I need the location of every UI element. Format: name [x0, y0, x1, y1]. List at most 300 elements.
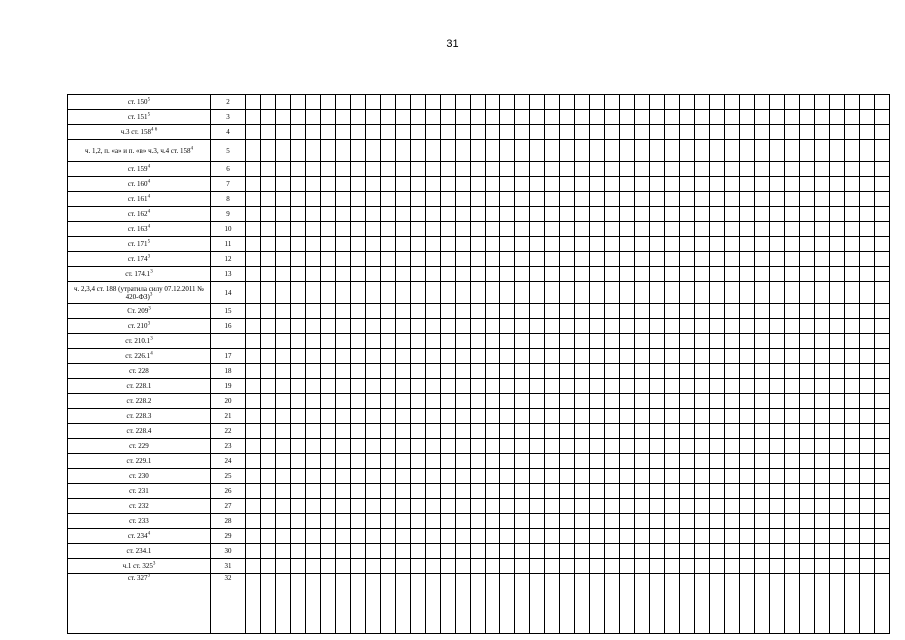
empty-cell — [350, 499, 365, 514]
page-number: 31 — [446, 38, 459, 50]
empty-cell — [320, 529, 335, 544]
article-footnote-mark: 3 — [147, 254, 151, 260]
empty-cell — [784, 319, 799, 334]
empty-cell — [485, 125, 500, 140]
empty-cell — [710, 252, 725, 267]
table-row — [68, 379, 890, 394]
empty-cell — [305, 529, 320, 544]
empty-cell — [350, 544, 365, 559]
empty-cell — [560, 499, 575, 514]
empty-cell — [365, 544, 380, 559]
empty-cell — [455, 469, 470, 484]
empty-cell — [799, 282, 814, 304]
empty-cell — [246, 334, 261, 349]
empty-cell — [455, 409, 470, 424]
empty-cell — [515, 304, 530, 319]
empty-cell — [500, 334, 515, 349]
empty-cell — [260, 379, 275, 394]
empty-cell — [260, 222, 275, 237]
empty-cell — [260, 252, 275, 267]
article-label: ст. 232 — [129, 502, 149, 510]
empty-cell — [665, 469, 680, 484]
empty-cell — [874, 454, 889, 469]
empty-cell — [560, 424, 575, 439]
article-label-cell — [68, 529, 211, 544]
empty-cell — [605, 207, 620, 222]
table-row — [68, 319, 890, 334]
empty-cell — [440, 469, 455, 484]
empty-cell — [590, 222, 605, 237]
empty-cell — [605, 529, 620, 544]
empty-cell — [500, 207, 515, 222]
empty-cell — [485, 222, 500, 237]
empty-cell — [500, 222, 515, 237]
empty-cell — [844, 222, 859, 237]
empty-cell — [515, 237, 530, 252]
empty-cell — [650, 364, 665, 379]
empty-cell — [365, 334, 380, 349]
empty-cell — [530, 334, 545, 349]
empty-cell — [829, 140, 844, 162]
empty-cell — [620, 454, 635, 469]
empty-cell — [725, 469, 740, 484]
empty-cell — [650, 252, 665, 267]
empty-cell — [305, 140, 320, 162]
empty-cell — [485, 409, 500, 424]
empty-cell — [545, 304, 560, 319]
empty-cell — [620, 574, 635, 634]
empty-cell — [455, 484, 470, 499]
empty-cell — [859, 364, 874, 379]
empty-cell — [814, 140, 829, 162]
empty-cell — [814, 484, 829, 499]
empty-cell — [365, 439, 380, 454]
empty-cell — [844, 252, 859, 267]
empty-cell — [695, 319, 710, 334]
empty-cell — [784, 177, 799, 192]
empty-cell — [395, 514, 410, 529]
empty-cell — [829, 439, 844, 454]
empty-cell — [784, 252, 799, 267]
empty-cell — [635, 140, 650, 162]
article-label-cell — [68, 559, 211, 574]
empty-cell — [590, 499, 605, 514]
empty-cell — [305, 110, 320, 125]
empty-cell — [859, 192, 874, 207]
article-label: ст. 210.1 — [125, 337, 151, 345]
empty-cell — [410, 95, 425, 110]
empty-cell — [350, 140, 365, 162]
empty-cell — [425, 499, 440, 514]
empty-cell — [395, 544, 410, 559]
empty-cell — [305, 237, 320, 252]
empty-cell — [350, 469, 365, 484]
empty-cell — [739, 544, 754, 559]
empty-cell — [874, 529, 889, 544]
empty-cell — [814, 177, 829, 192]
empty-cell — [246, 409, 261, 424]
empty-cell — [380, 267, 395, 282]
empty-cell — [290, 222, 305, 237]
empty-cell — [844, 95, 859, 110]
empty-cell — [500, 559, 515, 574]
empty-cell — [859, 559, 874, 574]
empty-cell — [395, 222, 410, 237]
empty-cell — [545, 409, 560, 424]
empty-cell — [350, 237, 365, 252]
empty-cell — [410, 267, 425, 282]
empty-cell — [380, 574, 395, 634]
empty-cell — [799, 162, 814, 177]
empty-cell — [859, 267, 874, 282]
empty-cell — [545, 559, 560, 574]
empty-cell — [440, 484, 455, 499]
empty-cell — [515, 177, 530, 192]
empty-cell — [859, 454, 874, 469]
empty-cell — [395, 469, 410, 484]
empty-cell — [425, 304, 440, 319]
empty-cell — [605, 334, 620, 349]
empty-cell — [455, 125, 470, 140]
empty-cell — [665, 529, 680, 544]
empty-cell — [710, 364, 725, 379]
table-row — [68, 252, 890, 267]
empty-cell — [739, 140, 754, 162]
empty-cell — [395, 95, 410, 110]
empty-cell — [754, 424, 769, 439]
empty-cell — [560, 484, 575, 499]
empty-cell — [515, 424, 530, 439]
empty-cell — [305, 192, 320, 207]
empty-cell — [575, 484, 590, 499]
empty-cell — [425, 469, 440, 484]
empty-cell — [320, 394, 335, 409]
row-number: 25 — [211, 469, 246, 484]
empty-cell — [605, 394, 620, 409]
empty-cell — [710, 529, 725, 544]
empty-cell — [470, 207, 485, 222]
empty-cell — [575, 237, 590, 252]
empty-cell — [485, 177, 500, 192]
empty-cell — [635, 469, 650, 484]
empty-cell — [725, 484, 740, 499]
empty-cell — [560, 529, 575, 544]
empty-cell — [859, 334, 874, 349]
empty-cell — [305, 334, 320, 349]
empty-cell — [590, 574, 605, 634]
empty-cell — [710, 424, 725, 439]
empty-cell — [350, 192, 365, 207]
empty-cell — [754, 222, 769, 237]
empty-cell — [410, 237, 425, 252]
article-label-cell — [68, 484, 211, 499]
empty-cell — [620, 252, 635, 267]
empty-cell — [650, 192, 665, 207]
empty-cell — [320, 207, 335, 222]
empty-cell — [470, 140, 485, 162]
empty-cell — [530, 267, 545, 282]
empty-cell — [620, 514, 635, 529]
empty-cell — [784, 237, 799, 252]
empty-cell — [590, 394, 605, 409]
empty-cell — [695, 222, 710, 237]
empty-cell — [320, 140, 335, 162]
empty-cell — [260, 529, 275, 544]
table-row — [68, 125, 890, 140]
empty-cell — [290, 177, 305, 192]
empty-cell — [829, 319, 844, 334]
empty-cell — [305, 559, 320, 574]
empty-cell — [665, 162, 680, 177]
empty-cell — [290, 304, 305, 319]
empty-cell — [560, 140, 575, 162]
empty-cell — [395, 319, 410, 334]
empty-cell — [455, 177, 470, 192]
empty-cell — [695, 439, 710, 454]
empty-cell — [575, 162, 590, 177]
empty-cell — [305, 544, 320, 559]
empty-cell — [290, 162, 305, 177]
empty-cell — [799, 559, 814, 574]
empty-cell — [605, 514, 620, 529]
article-label: ст. 161 — [127, 195, 148, 203]
empty-cell — [769, 237, 784, 252]
empty-cell — [650, 379, 665, 394]
empty-cell — [784, 439, 799, 454]
empty-cell — [710, 349, 725, 364]
empty-cell — [395, 559, 410, 574]
empty-cell — [784, 469, 799, 484]
empty-cell — [754, 110, 769, 125]
empty-cell — [410, 439, 425, 454]
empty-cell — [650, 319, 665, 334]
empty-cell — [440, 140, 455, 162]
row-number: 3 — [211, 110, 246, 125]
article-label-cell — [68, 207, 211, 222]
empty-cell — [335, 559, 350, 574]
empty-cell — [814, 514, 829, 529]
empty-cell — [246, 529, 261, 544]
empty-cell — [590, 110, 605, 125]
empty-cell — [380, 177, 395, 192]
empty-cell — [844, 559, 859, 574]
empty-cell — [784, 364, 799, 379]
empty-cell — [440, 574, 455, 634]
empty-cell — [485, 559, 500, 574]
empty-cell — [500, 454, 515, 469]
empty-cell — [335, 334, 350, 349]
article-label-cell — [68, 162, 211, 177]
empty-cell — [769, 544, 784, 559]
empty-cell — [290, 424, 305, 439]
article-label: ст. 230 — [129, 472, 149, 480]
empty-cell — [545, 514, 560, 529]
empty-cell — [680, 110, 695, 125]
empty-cell — [365, 162, 380, 177]
empty-cell — [365, 364, 380, 379]
empty-cell — [275, 394, 290, 409]
article-label-cell — [68, 454, 211, 469]
empty-cell — [260, 125, 275, 140]
empty-cell — [620, 162, 635, 177]
empty-cell — [500, 282, 515, 304]
empty-cell — [769, 140, 784, 162]
empty-cell — [485, 499, 500, 514]
empty-cell — [335, 162, 350, 177]
empty-cell — [635, 364, 650, 379]
empty-cell — [754, 319, 769, 334]
empty-cell — [530, 439, 545, 454]
empty-cell — [305, 409, 320, 424]
empty-cell — [515, 364, 530, 379]
empty-cell — [754, 379, 769, 394]
empty-cell — [605, 574, 620, 634]
empty-cell — [290, 237, 305, 252]
empty-cell — [246, 514, 261, 529]
table-row — [68, 162, 890, 177]
empty-cell — [515, 95, 530, 110]
empty-cell — [754, 514, 769, 529]
empty-cell — [695, 364, 710, 379]
empty-cell — [350, 379, 365, 394]
empty-cell — [365, 304, 380, 319]
empty-cell — [725, 559, 740, 574]
article-footnote-mark: 4 — [150, 351, 153, 357]
empty-cell — [695, 334, 710, 349]
empty-cell — [769, 349, 784, 364]
empty-cell — [425, 267, 440, 282]
empty-cell — [320, 364, 335, 379]
empty-cell — [620, 140, 635, 162]
empty-cell — [829, 484, 844, 499]
empty-cell — [769, 319, 784, 334]
empty-cell — [275, 237, 290, 252]
empty-cell — [380, 252, 395, 267]
empty-cell — [799, 574, 814, 634]
empty-cell — [365, 237, 380, 252]
empty-cell — [620, 544, 635, 559]
empty-cell — [410, 349, 425, 364]
empty-cell — [275, 282, 290, 304]
empty-cell — [455, 499, 470, 514]
empty-cell — [410, 379, 425, 394]
empty-cell — [515, 379, 530, 394]
empty-cell — [605, 469, 620, 484]
empty-cell — [410, 424, 425, 439]
empty-cell — [335, 110, 350, 125]
empty-cell — [275, 544, 290, 559]
empty-cell — [680, 364, 695, 379]
empty-cell — [814, 574, 829, 634]
article-label: ст. 160 — [127, 180, 148, 188]
empty-cell — [395, 409, 410, 424]
empty-cell — [500, 574, 515, 634]
empty-cell — [485, 469, 500, 484]
empty-cell — [635, 544, 650, 559]
empty-cell — [470, 499, 485, 514]
empty-cell — [874, 559, 889, 574]
empty-cell — [515, 499, 530, 514]
empty-cell — [754, 162, 769, 177]
empty-cell — [695, 304, 710, 319]
empty-cell — [874, 349, 889, 364]
empty-cell — [246, 177, 261, 192]
empty-cell — [290, 379, 305, 394]
empty-cell — [560, 454, 575, 469]
empty-cell — [470, 529, 485, 544]
empty-cell — [859, 469, 874, 484]
empty-cell — [620, 469, 635, 484]
article-label: ст. 163 — [127, 225, 148, 233]
empty-cell — [635, 192, 650, 207]
table-row — [68, 409, 890, 424]
empty-cell — [290, 364, 305, 379]
empty-cell — [455, 364, 470, 379]
empty-cell — [485, 282, 500, 304]
empty-cell — [680, 574, 695, 634]
empty-cell — [260, 177, 275, 192]
empty-cell — [710, 207, 725, 222]
empty-cell — [335, 95, 350, 110]
article-label-cell — [68, 282, 211, 304]
table-row — [68, 207, 890, 222]
empty-cell — [395, 140, 410, 162]
empty-cell — [380, 237, 395, 252]
empty-cell — [620, 282, 635, 304]
empty-cell — [710, 544, 725, 559]
empty-cell — [650, 409, 665, 424]
empty-cell — [410, 252, 425, 267]
empty-cell — [829, 364, 844, 379]
empty-cell — [290, 559, 305, 574]
empty-cell — [500, 439, 515, 454]
empty-cell — [246, 424, 261, 439]
table-row — [68, 394, 890, 409]
empty-cell — [560, 125, 575, 140]
empty-cell — [515, 439, 530, 454]
empty-cell — [350, 177, 365, 192]
empty-cell — [590, 439, 605, 454]
empty-cell — [350, 207, 365, 222]
empty-cell — [695, 514, 710, 529]
empty-cell — [440, 282, 455, 304]
empty-cell — [560, 349, 575, 364]
empty-cell — [710, 559, 725, 574]
empty-cell — [680, 349, 695, 364]
empty-cell — [530, 394, 545, 409]
empty-cell — [814, 237, 829, 252]
article-label-cell — [68, 237, 211, 252]
empty-cell — [470, 282, 485, 304]
empty-cell — [680, 267, 695, 282]
empty-cell — [365, 282, 380, 304]
empty-cell — [725, 349, 740, 364]
empty-cell — [739, 529, 754, 544]
empty-cell — [739, 222, 754, 237]
empty-cell — [320, 110, 335, 125]
empty-cell — [680, 544, 695, 559]
empty-cell — [650, 439, 665, 454]
empty-cell — [620, 364, 635, 379]
article-label: ст. 159 — [127, 165, 148, 173]
row-number: 12 — [211, 252, 246, 267]
empty-cell — [410, 207, 425, 222]
empty-cell — [874, 140, 889, 162]
empty-cell — [425, 140, 440, 162]
empty-cell — [365, 559, 380, 574]
empty-cell — [739, 95, 754, 110]
empty-cell — [395, 349, 410, 364]
